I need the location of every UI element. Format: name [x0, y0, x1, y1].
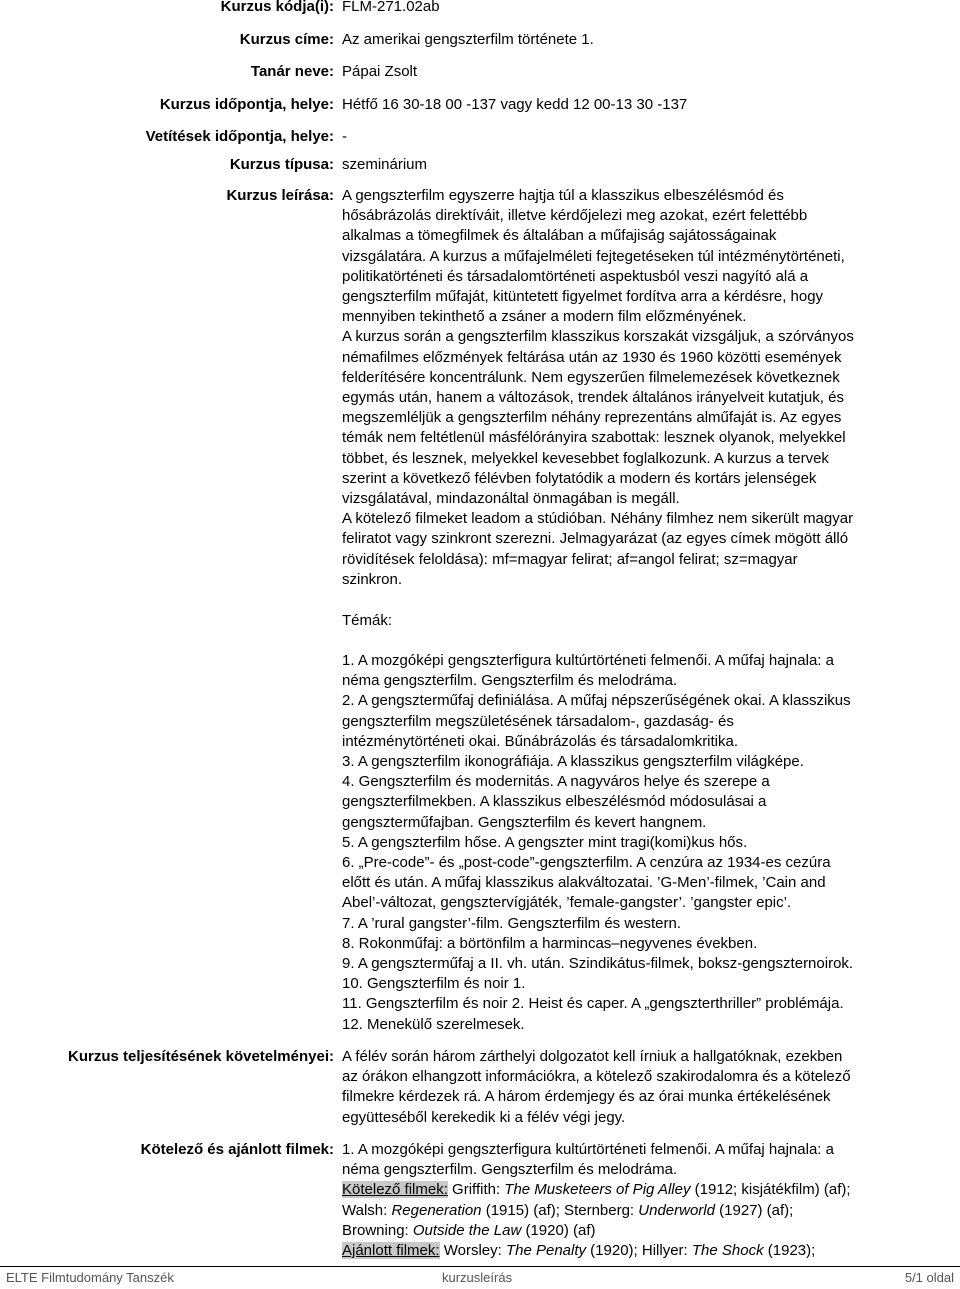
list-item: 7. A ’rural gangster’-film. Gengszterfilm és western.: [342, 914, 682, 932]
text-line: megszemléljük a gengszterfilm néhány reprezentáns alműfaját is. Az egyes: [342, 409, 842, 427]
list-item: 8. Rokonműfaj: a börtönfilm a harmincas–negyvenes években.: [342, 934, 758, 952]
films-text: [342, 1140, 952, 1261]
field-label: Kurzus címe:: [239, 31, 334, 48]
list-item: Abel’-változat, gengsztervígjáték, ’female-gangster’. ’gangster epic’.: [342, 894, 792, 912]
film-title: Underworld: [638, 1201, 715, 1219]
field-value: -: [342, 128, 347, 145]
text-line: néma gengszterfilm. Gengszterfilm és melodráma.: [342, 1161, 678, 1179]
text-line: A gengszterfilm egyszerre hajtja túl a klasszikus elbeszélésmód és: [342, 187, 784, 204]
footer-page-number: 5/1 oldal: [904, 1270, 954, 1285]
text-line: felderítésére koncentrálunk. Nem egyszerűen filmelemezések következnek: [342, 368, 840, 386]
text-line: A kurzus során a gengszterfilm klasszikus korszakát vizsgáljuk, a szórványos: [342, 328, 854, 346]
text-span: (1923);: [763, 1242, 816, 1260]
field-value: Pápai Zsolt: [342, 63, 418, 80]
field-label: Vetítések időpontja, helye:: [145, 128, 334, 145]
list-item: 1. A mozgóképi gengszterfigura kultúrtörténeti felmenői. A műfaj hajnala: a: [342, 652, 834, 669]
text-line: alkalmas a tömegfilmek és általában a műfajiság sajátosságainak: [342, 227, 777, 245]
text-line: témák nem feltétlenül másfélórányira szabottak: lesznek olyanok, melyekkel: [342, 429, 846, 447]
list-item: 6. „Pre-code”- és „post-code”-gengszterfilm. A cenzúra az 1934-es cezúra: [342, 854, 831, 872]
text-line: A félév során három zárthelyi dolgozatot kell írniuk a hallgatóknak, ezekben: [342, 1048, 843, 1065]
field-value: Hétfő 16 30-18 00 -137 vagy kedd 12 00-13 30 -137: [342, 96, 688, 113]
field-value: FLM-271.02ab: [342, 0, 440, 15]
text-span: (1920); Hillyer:: [586, 1242, 692, 1260]
text-span: Griffith:: [447, 1181, 505, 1199]
list-item: néma gengszterfilm. Gengszterfilm és melodráma.: [342, 672, 678, 690]
text-line: többet, és lesznek, melyekkel kevesebbet foglalkozunk. A kurzus a tervek: [342, 449, 829, 467]
film-line: [342, 1180, 952, 1200]
list-item: 10. Gengszterfilm és noir 1.: [342, 975, 526, 993]
text-span: Walsh:: [342, 1201, 392, 1219]
film-line: [342, 1221, 952, 1241]
text-line: az órákon elhangzott információkra, a kötelező szakirodalomra és a kötelező: [342, 1068, 851, 1086]
footer-department: ELTE Filmtudomány Tanszék: [6, 1270, 174, 1285]
list-item: előtt és után. A műfaj klasszikus alakváltozatai. ’G-Men’-filmek, ’Cain and: [342, 874, 826, 892]
field-label: Kurzus típusa:: [229, 156, 334, 173]
field-label: Kurzus teljesítésének követelményei:: [68, 1048, 334, 1065]
recommended-films-label: Ajánlott filmek:: [342, 1242, 440, 1260]
film-title: Outside the Law: [412, 1221, 522, 1239]
film-title: The Musketeers of Pig Alley: [504, 1181, 691, 1199]
text-span: (1915) (af); Sternberg:: [481, 1201, 639, 1219]
list-item: 4. Gengszterfilm és modernitás. A nagyváros helye és szerepe a: [342, 773, 770, 791]
field-label: Kurzus leírása:: [226, 187, 334, 204]
text-span: Browning:: [342, 1221, 413, 1239]
film-title: The Penalty: [505, 1242, 586, 1260]
footer-doc-type: kurzusleírás: [442, 1270, 513, 1285]
film-line: [342, 1241, 952, 1261]
text-line: rövidítések feloldása): mf=magyar felirat; af=angol felirat; sz=magyar: [342, 550, 798, 568]
list-item: 5. A gengszterfilm hőse. A gengszter mint tragi(komi)kus hős.: [342, 833, 748, 851]
text-line: némafilmes előzmények feltárása után az 1930 és 1960 közötti események: [342, 348, 842, 366]
topics-list: [342, 651, 952, 1035]
text-span: Worsley:: [439, 1242, 506, 1260]
list-item: 11. Gengszterfilm és noir 2. Heist és caper. A „gengszterthriller” problémája.: [342, 995, 844, 1013]
field-label: Kurzus kódja(i):: [220, 0, 334, 15]
text-line: 1. A mozgóképi gengszterfigura kultúrtörténeti felmenői. A műfaj hajnala: a: [342, 1141, 834, 1158]
text-line: együtteséből kerekedik ki a félév végi jegy.: [342, 1108, 626, 1126]
text-line: szinkron.: [342, 570, 403, 588]
text-line: filmekre kérdezek rá. A három érdemjegy és az órai munka értékelésének: [342, 1088, 831, 1106]
description-text: [342, 186, 952, 590]
text-line: szerint a következő félévben folytatódik a modern és kortárs jelenségek: [342, 469, 817, 487]
list-item: 12. Menekülő szerelmesek.: [342, 1015, 525, 1033]
text-line: politikatörténeti és társadalomtörténeti aspektusból veszi nagyító alá a: [342, 267, 809, 285]
list-item: gengszterfilm megszületésének társadalom-, gazdaság- és: [342, 712, 734, 730]
film-line: [342, 1201, 952, 1221]
text-span: (1912; kisjátékfilm) (af);: [690, 1181, 851, 1199]
required-films-label: Kötelező filmek:: [342, 1181, 448, 1199]
field-value: szeminárium: [342, 156, 428, 173]
list-item: gengszterműfajban. Gengszterfilm és kevert hangnem.: [342, 813, 707, 831]
text-line: A kötelező filmeket leadom a stúdióban. Néhány filmhez nem sikerült magyar: [342, 510, 854, 528]
list-item: gengszterfilmekben. A klasszikus elbeszélésmód módosulásai a: [342, 793, 767, 811]
film-title: Regeneration: [391, 1201, 482, 1219]
text-line: vizsgálatával, mindazonáltal önmagában is megáll.: [342, 490, 680, 508]
text-line: hősábrázolás direktíváit, illetve kérdőjelezi meg azokat, ezért felettébb: [342, 207, 808, 225]
film-title: The Shock: [691, 1242, 764, 1260]
text-line: gengszterfilm műfaját, kitüntetett figyelmet fordítva arra a kérdésre, hogy: [342, 288, 824, 306]
list-item: 3. A gengszterfilm ikonográfiája. A klasszikus gengszterfilm világképe.: [342, 753, 804, 771]
text-span: (1927) (af);: [714, 1201, 794, 1219]
page-footer: [0, 1266, 960, 1289]
requirements-text: [342, 1047, 952, 1128]
topics-heading: Témák:: [342, 612, 393, 629]
list-item: 9. A gengszterműfaj a II. vh. után. Szindikátus-filmek, boksz-gengszternoirok.: [342, 955, 854, 973]
field-label: Kurzus időpontja, helye:: [159, 96, 334, 113]
field-label: Kötelező és ajánlott filmek:: [140, 1141, 334, 1158]
text-line: mennyiben tekinthető a zsáner a modern film előzményének.: [342, 308, 747, 326]
text-line: vizsgálatára. A kurzus a műfajelméleti fejtegetéseken túl intézménytörténeti,: [342, 247, 845, 265]
list-item: intézménytörténeti okai. Bűnábrázolás és társadalomkritika.: [342, 732, 739, 750]
text-span: (1920) (af): [521, 1221, 596, 1239]
list-item: 2. A gengszterműfaj definiálása. A műfaj népszerűségének okai. A klasszikus: [342, 692, 851, 710]
field-value: Az amerikai gengszterfilm története 1.: [342, 31, 594, 48]
text-line: feliratot vagy szinkront szerezni. Jelmagyarázat (az egyes címek mögött álló: [342, 530, 849, 548]
field-label: Tanár neve:: [250, 63, 334, 80]
text-line: egymás után, hanem a változások, trendek általános irányelveit kutatjuk, és: [342, 389, 844, 407]
